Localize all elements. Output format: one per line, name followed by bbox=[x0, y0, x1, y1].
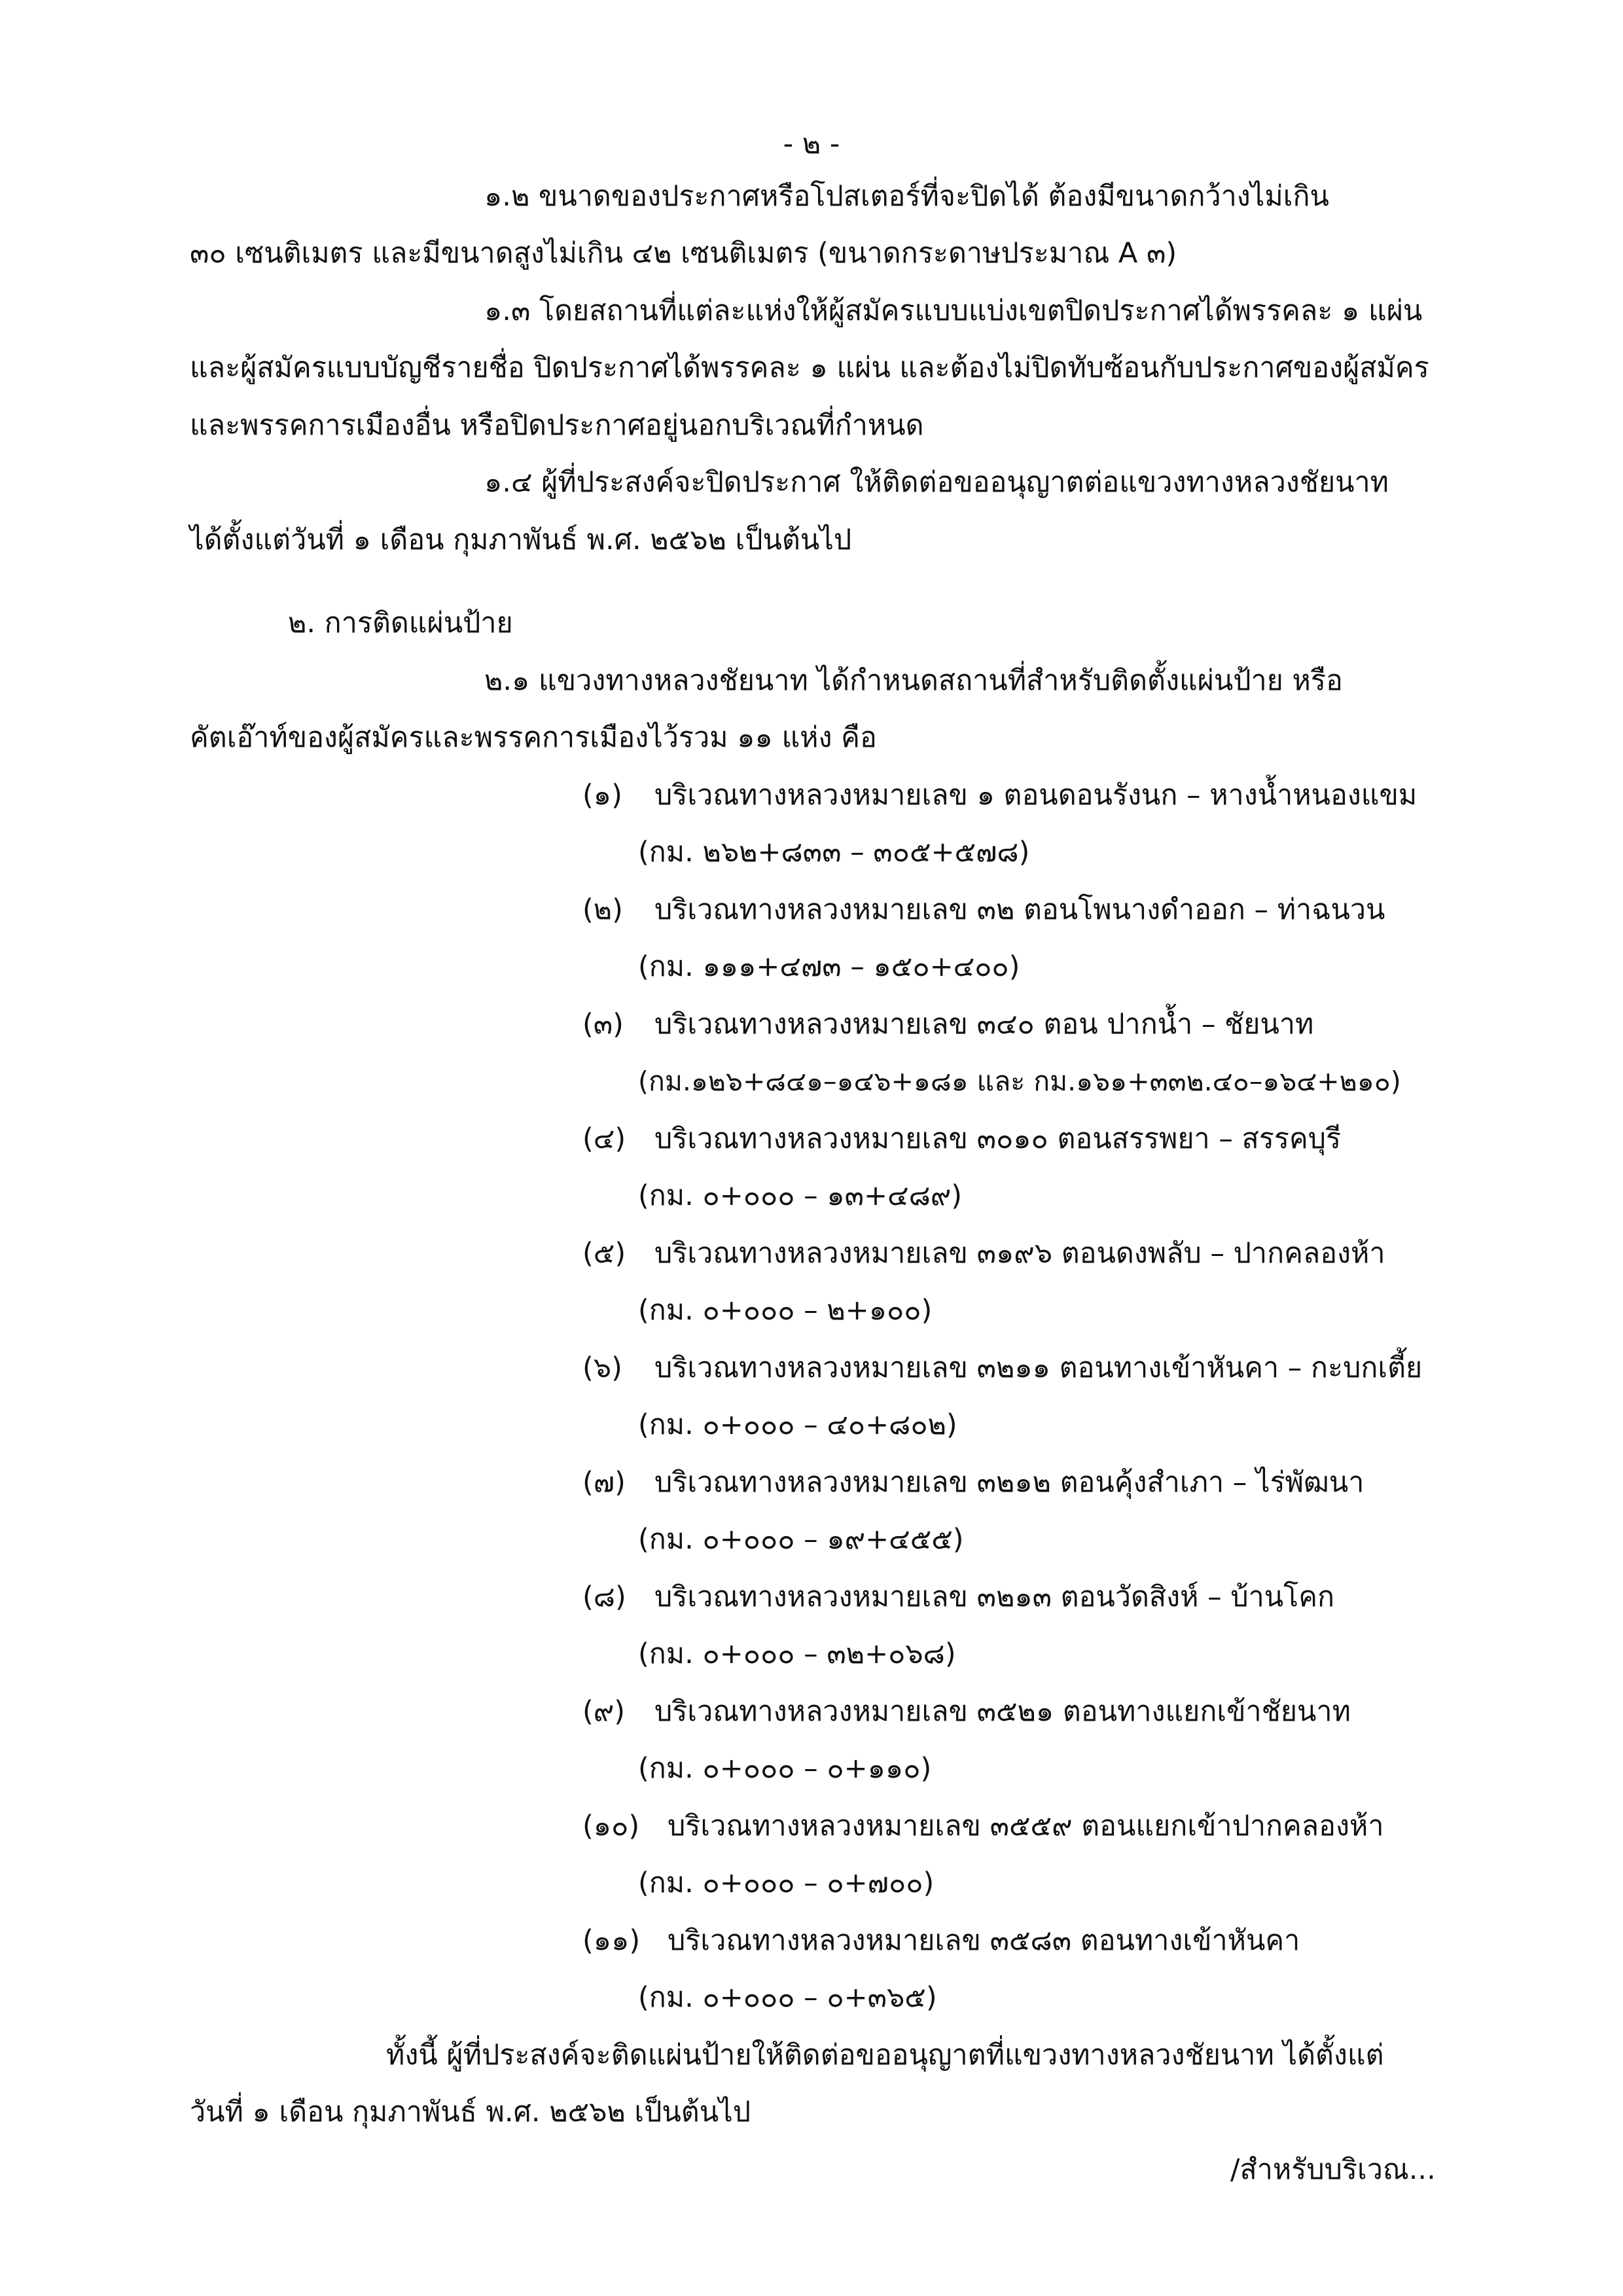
paragraph-1-3-line-1: ๑.๓ โดยสถานที่แต่ละแห่งให้ผู้สมัครแบบแบ่งเขตปิดประกาศได้พรรคละ ๑ แผ่น bbox=[484, 295, 1423, 327]
location-km: (กม. ๐+๐๐๐ – ๐+๑๑๐) bbox=[638, 1752, 932, 1785]
location-km: (กม. ๐+๐๐๐ – ๓๒+๐๖๘) bbox=[638, 1638, 956, 1670]
paragraph-1-3-line-3: และพรรคการเมืองอื่น หรือปิดประกาศอยู่นอกบริเวณที่กำหนด bbox=[190, 409, 924, 442]
location-number: (๔) bbox=[582, 1122, 626, 1155]
location-description: บริเวณทางหลวงหมายเลข ๓๒ ตอนโพนางดำออก – ท่าฉนวน bbox=[654, 893, 1385, 926]
location-description: บริเวณทางหลวงหมายเลข ๓๐๑๐ ตอนสรรพยา – สรรคบุรี bbox=[654, 1122, 1342, 1155]
location-km: (กม. ๒๖๒+๘๓๓ – ๓๐๕+๕๗๘) bbox=[638, 836, 1030, 869]
page-number: - ๒ - bbox=[783, 128, 840, 160]
paragraph-2-1-line-2: คัตเอ๊าท์ของผู้สมัครและพรรคการเมืองไว้รวม ๑๑ แห่ง คือ bbox=[190, 721, 877, 754]
location-number: (๑๐) bbox=[582, 1810, 640, 1842]
location-item bbox=[582, 1348, 1422, 1388]
location-km: (กม. ๑๑๑+๔๗๓ – ๑๕๐+๔๐๐) bbox=[638, 950, 1020, 983]
location-item bbox=[582, 776, 1417, 815]
location-item bbox=[582, 890, 1385, 929]
location-number: (๕) bbox=[582, 1237, 626, 1270]
location-number: (๙) bbox=[582, 1695, 626, 1728]
location-number: (๒) bbox=[582, 893, 623, 926]
location-description: บริเวณทางหลวงหมายเลข ๓๔๐ ตอน ปากน้ำ – ชัยนาท bbox=[654, 1008, 1314, 1041]
location-item bbox=[582, 1806, 1383, 1846]
location-description: บริเวณทางหลวงหมายเลข ๓๑๙๖ ตอนดงพลับ – ปากคลองห้า bbox=[654, 1237, 1385, 1270]
location-item bbox=[582, 1463, 1364, 1502]
location-number: (๑๑) bbox=[582, 1924, 641, 1957]
location-item bbox=[582, 1921, 1300, 1960]
location-km: (กม. ๐+๐๐๐ – ๑๙+๔๕๕) bbox=[638, 1523, 964, 1556]
location-km: (กม. ๐+๐๐๐ – ๐+๓๖๕) bbox=[638, 1981, 937, 2014]
location-item bbox=[582, 1005, 1313, 1044]
location-description: บริเวณทางหลวงหมายเลข ๓๒๑๓ ตอนวัดสิงห์ – บ้านโคก bbox=[654, 1581, 1335, 1613]
location-item bbox=[582, 1234, 1385, 1273]
paragraph-1-3-line-2: และผู้สมัครแบบบัญชีรายชื่อ ปิดประกาศได้พรรคละ ๑ แผ่น และต้องไม่ปิดทับซ้อนกับประกาศของผู้สมัคร bbox=[190, 351, 1429, 384]
location-description: บริเวณทางหลวงหมายเลข ๓๕๘๓ ตอนทางเข้าหันคา bbox=[668, 1924, 1300, 1957]
location-item bbox=[582, 1692, 1351, 1731]
continuation-marker: /สำหรับบริเวณ... bbox=[1230, 2153, 1436, 2186]
location-km: (กม. ๐+๐๐๐ – ๑๓+๔๘๙) bbox=[638, 1179, 963, 1212]
location-number: (๑) bbox=[582, 779, 622, 812]
location-km: (กม. ๐+๐๐๐ – ๐+๗๐๐) bbox=[638, 1867, 935, 1899]
location-description: บริเวณทางหลวงหมายเลข ๓๕๕๙ ตอนแยกเข้าปากคลองห้า bbox=[668, 1810, 1384, 1842]
location-item bbox=[582, 1577, 1334, 1617]
location-number: (๓) bbox=[582, 1008, 624, 1041]
location-km: (กม. ๐+๐๐๐ – ๒+๑๐๐) bbox=[638, 1294, 933, 1327]
location-number: (๘) bbox=[582, 1581, 626, 1613]
closing-paragraph-line-2: วันที่ ๑ เดือน กุมภาพันธ์ พ.ศ. ๒๕๖๒ เป็นต้นไป bbox=[190, 2096, 751, 2128]
closing-paragraph-line-1: ทั้งนี้ ผู้ที่ประสงค์จะติดแผ่นป้ายให้ติดต่อขออนุญาตที่แขวงทางหลวงชัยนาท ได้ตั้งแต่ bbox=[386, 2039, 1384, 2072]
location-number: (๗) bbox=[582, 1466, 626, 1499]
paragraph-2-1-line-1: ๒.๑ แขวงทางหลวงชัยนาท ได้กำหนดสถานที่สำหรับติดตั้งแผ่นป้าย หรือ bbox=[484, 664, 1343, 697]
paragraph-1-2-line-1: ๑.๒ ขนาดของประกาศหรือโปสเตอร์ที่จะปิดได้ ต้องมีขนาดกว้างไม่เกิน bbox=[484, 180, 1329, 213]
location-km: (กม. ๐+๐๐๐ – ๔๐+๘๐๒) bbox=[638, 1408, 957, 1441]
section-2-heading: ๒. การติดแผ่นป้าย bbox=[288, 607, 513, 639]
location-km: (กม.๑๒๖+๘๔๑–๑๔๖+๑๘๑ และ กม.๑๖๑+๓๓๒.๔๐–๑๖๔+๒๑๐) bbox=[638, 1066, 1401, 1097]
location-description: บริเวณทางหลวงหมายเลข ๑ ตอนดอนรังนก – หางน้ำหนองแขม bbox=[654, 779, 1418, 812]
location-description: บริเวณทางหลวงหมายเลข ๓๒๑๑ ตอนทางเข้าหันคา – กะบกเตี้ย bbox=[654, 1352, 1423, 1384]
paragraph-1-2-line-2: ๓๐ เซนติเมตร และมีขนาดสูงไม่เกิน ๔๒ เซนติเมตร (ขนาดกระดาษประมาณ A ๓) bbox=[190, 237, 1177, 270]
paragraph-1-4-line-2: ได้ตั้งแต่วันที่ ๑ เดือน กุมภาพันธ์ พ.ศ. ๒๕๖๒ เป็นต้นไป bbox=[190, 524, 852, 556]
location-number: (๖) bbox=[582, 1352, 622, 1384]
paragraph-1-4-line-1: ๑.๔ ผู้ที่ประสงค์จะปิดประกาศ ให้ติดต่อขออนุญาตต่อแขวงทางหลวงชัยนาท bbox=[484, 466, 1389, 499]
location-item bbox=[582, 1119, 1341, 1158]
location-description: บริเวณทางหลวงหมายเลข ๓๕๒๑ ตอนทางแยกเข้าชัยนาท bbox=[654, 1695, 1351, 1728]
location-description: บริเวณทางหลวงหมายเลข ๓๒๑๒ ตอนคุ้งสำเภา – ไร่พัฒนา bbox=[654, 1466, 1364, 1499]
